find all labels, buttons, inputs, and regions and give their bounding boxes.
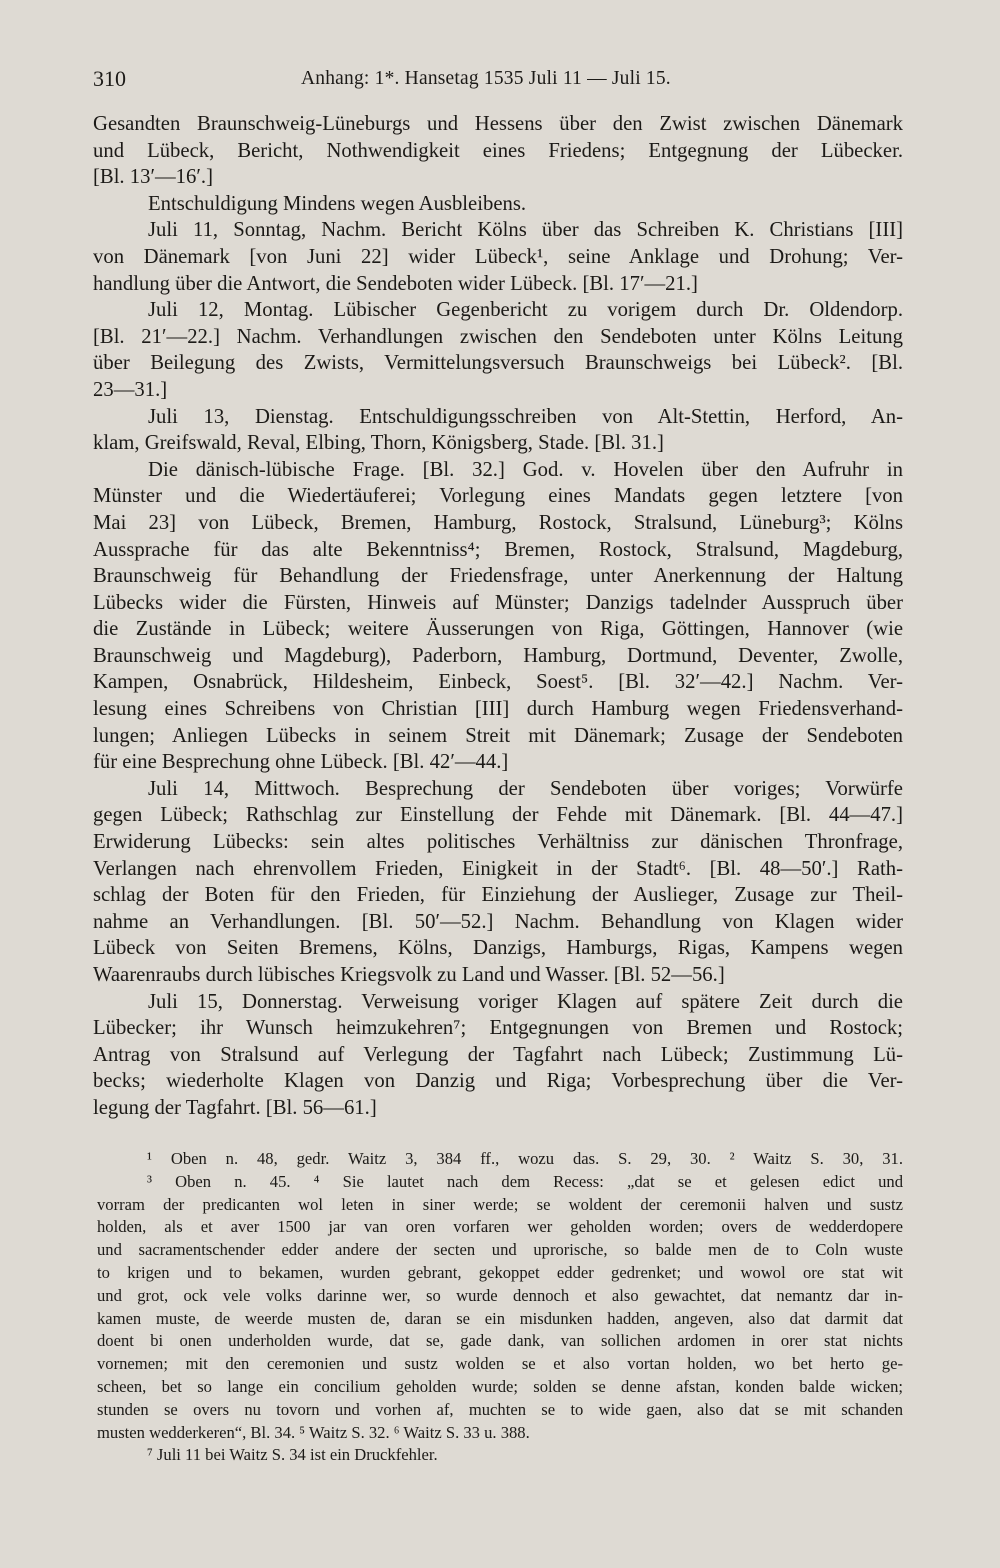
footnote-line: holden, als et aver 1500 jar van oren vorfaren wer geholden worden; overs de wedderdopere	[97, 1217, 903, 1237]
text-line: Lübecker; ihr Wunsch heimzukehren⁷; Entgegnungen von Bremen und Rostock;	[93, 1017, 903, 1040]
text-line: Aussprache für das alte Bekenntniss⁴; Bremen, Rostock, Stralsund, Magdeburg,	[93, 538, 903, 561]
footnote-line: vornemen; mit den ceremonien und sustz wolden se et also vortan holden, wo bet herto ge-	[97, 1354, 903, 1374]
page-number: 310	[93, 66, 126, 91]
running-head: Anhang: 1*. Hansetag 1535 Juli 11 — Juli 15.	[301, 68, 671, 89]
text-line: Münster und die Wiedertäuferei; Vorlegung eines Mandats gegen letztere [von	[93, 485, 903, 508]
text-line: Braunschweig und Magdeburg), Paderborn, Hamburg, Dortmund, Deventer, Zwolle,	[93, 644, 903, 667]
text-line: von Dänemark [von Juni 22] wider Lübeck¹, seine Anklage und Drohung; Ver-	[93, 245, 903, 268]
text-line: Mai 23] von Lübeck, Bremen, Hamburg, Rostock, Stralsund, Lüneburg³; Kölns	[93, 511, 903, 534]
text-line: Juli 15, Donnerstag. Verweisung voriger Klagen auf spätere Zeit durch die	[148, 990, 903, 1013]
text-line: Lübeck von Seiten Bremens, Kölns, Danzigs, Hamburgs, Rigas, Kampens wegen	[93, 937, 903, 960]
text-line: Antrag von Stralsund auf Verlegung der Tagfahrt nach Lübeck; Zustimmung Lü-	[93, 1043, 903, 1066]
footnotes	[97, 1148, 903, 1467]
text-line: becks; wiederholte Klagen von Danzig und Riga; Vorbesprechung über die Ver-	[93, 1070, 903, 1093]
footnote-line: kamen muste, de weerde musten de, daran se ein misdunken hadden, angeven, also dat darmit dat	[97, 1308, 903, 1328]
text-line: Lübecks wider die Fürsten, Hinweis auf Münster; Danzigs tadelnder Ausspruch über	[93, 591, 903, 614]
text-line: Kampen, Osnabrück, Hildesheim, Einbeck, Soest⁵. [Bl. 32′—42.] Nachm. Ver-	[93, 671, 903, 694]
footnote-line: und grot, ock vele volks darinne wer, so wurde dennoch et also gewachtet, dat nemantz dar in-	[97, 1285, 903, 1305]
text-line: für eine Besprechung ohne Lübeck. [Bl. 42′—44.]	[93, 751, 509, 774]
text-line: und Lübeck, Bericht, Nothwendigkeit eines Friedens; Entgegnung der Lübecker.	[93, 139, 903, 162]
footnote-line: ⁷ Juli 11 bei Waitz S. 34 ist ein Druckfehler.	[147, 1445, 438, 1465]
text-line: Juli 14, Mittwoch. Besprechung der Sendeboten über voriges; Vorwürfe	[148, 777, 903, 800]
text-line: Entschuldigung Mindens wegen Ausbleibens.	[148, 192, 527, 215]
text-line: 23—31.]	[93, 378, 168, 401]
text-line: Braunschweig für Behandlung der Friedensfrage, unter Anerkennung der Haltung	[93, 565, 903, 588]
footnote-line: scheen, bet so lange ein concilium geholden wurde; solden se denne afstan, konden balde wicken;	[97, 1376, 903, 1396]
text-line: Juli 11, Sonntag, Nachm. Bericht Kölns über das Schreiben K. Christians [III]	[148, 219, 903, 242]
text-line: klam, Greifswald, Reval, Elbing, Thorn, Königsberg, Stade. [Bl. 31.]	[93, 432, 664, 455]
text-line: legung der Tagfahrt. [Bl. 56—61.]	[93, 1096, 377, 1119]
text-line: gegen Lübeck; Rathschlag zur Einstellung der Fehde mit Dänemark. [Bl. 44—47.]	[93, 804, 903, 827]
text-line: lungen; Anliegen Lübecks in seinem Streit mit Dänemark; Zusage der Sendeboten	[93, 724, 903, 747]
text-line: lesung eines Schreibens von Christian [III] durch Hamburg wegen Friedensverhand-	[93, 698, 903, 721]
footnote-line: musten wedderkeren“, Bl. 34. ⁵ Waitz S. 32. ⁶ Waitz S. 33 u. 388.	[97, 1422, 530, 1442]
footnote-line: doent bi onen underholden wurde, dat se, gade dank, van sollichen ardomen in orer stat nichts	[97, 1331, 903, 1351]
text-line: [Bl. 13′—16′.]	[93, 166, 213, 189]
text-line: über Beilegung des Zwists, Vermittelungsversuch Braunschweigs bei Lübeck². [Bl.	[93, 352, 903, 375]
text-line: Waarenraubs durch lübisches Kriegsvolk zu Land und Wasser. [Bl. 52—56.]	[93, 964, 725, 986]
text-line: Erwiderung Lübecks: sein altes politisches Verhältniss zur dänischen Thronfrage,	[93, 831, 903, 854]
text-line: Verlangen nach ehrenvollem Frieden, Einigkeit in der Stadt⁶. [Bl. 48—50′.] Rath-	[93, 857, 903, 880]
page-header	[93, 66, 903, 96]
footnote-line: ¹ Oben n. 48, gedr. Waitz 3, 384 ff., wozu das. S. 29, 30. ² Waitz S. 30, 31.	[147, 1149, 903, 1168]
text-line: die Zustände in Lübeck; weitere Äusserungen von Riga, Göttingen, Hannover (wie	[93, 618, 903, 641]
text-line: Die dänisch-lübische Frage. [Bl. 32.] God. v. Hovelen über den Aufruhr in	[148, 458, 903, 481]
footnote-line: und sacramentschender edder andere der secten und uprorische, so balde men de to Coln wuste	[97, 1240, 903, 1260]
text-line: nahme an Verhandlungen. [Bl. 50′—52.] Nachm. Behandlung von Klagen wider	[93, 910, 903, 933]
text-line: handlung über die Antwort, die Sendeboten wider Lübeck. [Bl. 17′—21.]	[93, 272, 698, 295]
text-line: schlag der Boten für den Frieden, für Einziehung der Auslieger, Zusage zur Theil-	[93, 884, 903, 907]
text-line: [Bl. 21′—22.] Nachm. Verhandlungen zwischen den Sendeboten unter Kölns Leitung	[93, 325, 903, 348]
footnote-line: to krigen und to bekamen, wurden gebrant, gekoppet edder gedrenket; und wowol ore stat wit	[97, 1262, 903, 1282]
footnote-line: stunden se overs nu tovorn und vorhen af, muchten se to wide gaen, also dat se mit schanden	[97, 1399, 903, 1419]
text-line: Juli 13, Dienstag. Entschuldigungsschreiben von Alt-Stettin, Herford, An-	[148, 405, 903, 428]
footnote-line: ³ Oben n. 45. ⁴ Sie lautet nach dem Recess: „dat se et gelesen edict und	[147, 1171, 903, 1191]
main-text	[93, 111, 903, 1122]
footnote-line: vorram der predicanten wol leten in siner werde; se woldent der ceremonii halven und sustz	[97, 1194, 903, 1214]
text-line: Juli 12, Montag. Lübischer Gegenbericht zu vorigem durch Dr. Oldendorp.	[148, 299, 903, 322]
text-line: Gesandten Braunschweig-Lüneburgs und Hessens über den Zwist zwischen Dänemark	[93, 113, 903, 135]
